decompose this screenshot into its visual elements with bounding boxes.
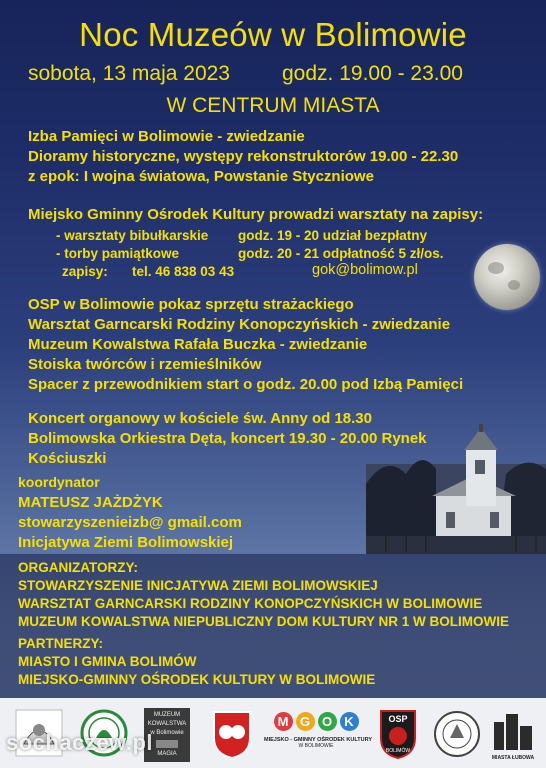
program-line: Spacer z przewodnikiem start o godz. 20.00 pod Izbą Pamięci <box>28 376 464 393</box>
osp-town-label: BOLIMÓW <box>385 748 411 754</box>
partners-heading: PARTNERZY: <box>18 636 103 651</box>
mgok-caption: MIEJSKO - GMINNY OŚRODEK KULTURY <box>264 737 373 743</box>
event-date: sobota, 13 maja 2023 <box>28 62 230 85</box>
mgok-letter: K <box>340 712 359 731</box>
workshop-item: - warsztaty bibułkarskie <box>56 228 209 243</box>
town-caption: MIASTA ŁUBOWA <box>491 755 535 761</box>
signup-email: gok@bolimow.pl <box>312 262 418 278</box>
coordinator-label: koordynator <box>18 474 100 490</box>
program-line: Muzeum Kowalstwa Rafała Buczka - zwiedzanie <box>28 336 368 353</box>
event-place: W CENTRUM MIASTA <box>166 94 380 117</box>
mgok-letter: O <box>318 712 337 731</box>
moon-image <box>474 244 540 310</box>
town-buildings-icon <box>490 708 536 750</box>
workshops-heading: Miejsko Gminny Ośrodek Kultury prowadzi warsztaty na zapisy: <box>28 206 484 223</box>
osp-logo <box>378 708 418 760</box>
mgok-caption-2: W BOLIMOWIE <box>298 743 334 749</box>
program-line: Dioramy historyczne, występy rekonstruktorów 19.00 - 22.30 <box>28 148 459 165</box>
signup-label: zapisy: <box>62 264 108 279</box>
bolimow-coat-of-arms-icon <box>210 708 254 760</box>
church-illustration <box>366 424 546 554</box>
round-seal-logo <box>432 708 482 760</box>
program-line: Bolimowska Orkiestra Dęta, koncert 19.30 - 20.00 Rynek <box>28 430 427 447</box>
partner-item: MIASTO I GMINA BOLIMÓW <box>18 654 197 669</box>
logo-text: w Bolimowie <box>150 730 184 736</box>
organizers-heading: ORGANIZATORZY: <box>18 560 138 575</box>
program-line: OSP w Bolimowie pokaz sprzętu strażackiego <box>28 296 354 313</box>
coordinator-name: MATEUSZ JAŻDŻYK <box>18 494 163 511</box>
poster-title: Noc Muzeów w Bolimowie <box>79 16 467 53</box>
workshop-time: godz. 20 - 21 odpłatność 5 zł/os. <box>238 246 444 261</box>
program-line: z epok: I wojna światowa, Powstanie Styczniowe <box>28 168 374 185</box>
program-line: Stoiska twórców i rzemieślników <box>28 356 262 373</box>
town-logo <box>490 708 536 760</box>
organizer-item: MUZEUM KOWALSTWA NIEPUBLICZNY DOM KULTURY NR 1 W BOLIMOWIE <box>18 614 509 629</box>
mgok-letter: G <box>296 712 315 731</box>
partner-item: MIEJSKO-GMINNY OŚRODEK KULTURY W BOLIMOWIE <box>18 672 376 687</box>
program-line: Kościuszki <box>28 450 107 467</box>
program-line: Warsztat Garncarski Rodziny Konopczyńskich - zwiedzanie <box>28 316 451 333</box>
event-hours: godz. 19.00 - 23.00 <box>282 62 463 85</box>
organizer-item: STOWARZYSZENIE INICJATYWA ZIEMI BOLIMOWSKIEJ <box>18 578 378 593</box>
logo-text: MUZEUM <box>153 712 181 718</box>
mgok-logo <box>264 712 373 764</box>
anvil-icon <box>156 740 178 748</box>
program-line: Izba Pamięci w Bolimowie - zwiedzanie <box>28 128 305 145</box>
osp-label: OSP <box>388 714 408 724</box>
mgok-letter: M <box>274 712 293 731</box>
logo-text: MAGIA <box>157 751 177 757</box>
coordinator-org: Inicjatywa Ziemi Bolimowskiej <box>18 534 234 551</box>
program-line: Koncert organowy w kościele św. Anny od 18.30 <box>28 410 372 427</box>
workshop-time: godz. 19 - 20 udział bezpłatny <box>238 228 428 243</box>
coordinator-email: stowarzyszenieizb@ gmail.com <box>18 514 242 531</box>
signup-phone: tel. 46 838 03 43 <box>132 264 235 279</box>
organizer-item: WARSZTAT GARNCARSKI RODZINY KONOPCZYŃSKICH W BOLIMOWIE <box>18 596 483 611</box>
workshop-item: - torby pamiątkowe <box>56 246 180 261</box>
watermark: sochaczew.pl <box>6 730 154 755</box>
logo-text: KOWALSTWA <box>147 721 187 727</box>
